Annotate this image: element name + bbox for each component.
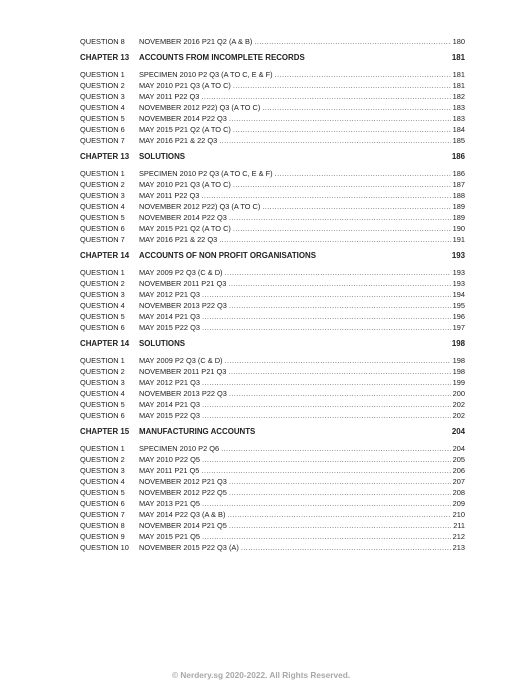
question-label: QUESTION 5 [80,213,125,222]
dot-leader [233,80,451,91]
toc-entry[interactable] [80,234,465,245]
dot-leader [233,124,451,135]
entry-title: MAY 2010 P21 Q3 (A TO C) [139,180,231,189]
dot-leader [229,300,451,311]
question-label: QUESTION 5 [80,114,125,123]
entry-title: SPECIMEN 2010 P2 Q3 (A TO C, E & F) [139,169,273,178]
question-label: QUESTION 9 [80,532,125,541]
toc-entry[interactable] [80,289,465,300]
toc-entry[interactable] [80,190,465,201]
dot-leader [202,498,451,509]
toc-entry[interactable] [80,168,465,179]
entry-title: NOVEMBER 2012 P21 Q3 [139,477,227,486]
dot-leader [201,465,450,476]
page-number: 188 [452,191,465,200]
entry-title: SPECIMEN 2010 P2 Q6 [139,444,220,453]
page-number: 181 [451,53,465,62]
toc-entry[interactable] [80,124,465,135]
toc-entry[interactable] [80,520,465,531]
page-number: 189 [452,202,465,211]
entry-title: NOVEMBER 2012 P22) Q3 (A TO C) [139,202,261,211]
entry-title: MAY 2012 P21 Q3 [139,290,200,299]
toc-section [80,338,465,421]
entry-title: MAY 2014 P21 Q3 [139,312,200,321]
entry-title: SPECIMEN 2010 P2 Q3 (A TO C, E & F) [139,70,273,79]
page-number: 187 [452,180,465,189]
page-number: 208 [452,488,465,497]
question-label: QUESTION 2 [80,180,125,189]
page-number: 202 [452,411,465,420]
entry-title: MAY 2013 P21 Q5 [139,499,200,508]
page-number: 193 [452,279,465,288]
dot-leader [275,69,451,80]
entry-title: MAY 2015 P22 Q3 [139,411,200,420]
chapter-title: ACCOUNTS FROM INCOMPLETE RECORDS [139,53,305,62]
question-label: QUESTION 4 [80,202,125,211]
toc-entry[interactable] [80,542,465,553]
entry-title: NOVEMBER 2012 P22 Q5 [139,488,227,497]
dot-leader [241,542,451,553]
toc-entry[interactable] [80,487,465,498]
toc-entry[interactable] [80,366,465,377]
entry-title: NOVEMBER 2016 P21 Q2 (A & B) [139,37,253,46]
question-label: QUESTION 6 [80,499,125,508]
page-number: 182 [452,92,465,101]
chapter-title: SOLUTIONS [139,152,186,161]
toc-entry[interactable] [80,102,465,113]
entry-title: MAY 2016 P21 & 22 Q3 [139,235,218,244]
question-label: QUESTION 5 [80,400,125,409]
entry-title: NOVEMBER 2014 P21 Q5 [139,521,227,530]
dot-leader [225,355,451,366]
dot-leader [202,399,451,410]
entry-title: MAY 2011 P21 Q5 [139,466,200,475]
chapter-heading[interactable] [80,52,465,63]
toc-entry[interactable] [80,267,465,278]
page-number: 189 [452,213,465,222]
entry-title: MAY 2015 P21 Q2 (A TO C) [139,125,231,134]
dot-leader [228,278,450,289]
entry-title: NOVEMBER 2014 P22 Q3 [139,213,227,222]
dot-leader [202,531,451,542]
question-label: QUESTION 7 [80,235,125,244]
entry-title: MAY 2011 P22 Q3 [139,92,200,101]
question-label: QUESTION 3 [80,290,125,299]
dot-leader [202,410,451,421]
question-label: QUESTION 6 [80,323,125,332]
dot-leader [202,311,451,322]
toc-entry[interactable] [80,465,465,476]
dot-leader [202,377,451,388]
entry-title: MAY 2010 P21 Q3 (A TO C) [139,81,231,90]
chapter-label: CHAPTER 13 [80,152,130,161]
toc-entry[interactable] [80,377,465,388]
toc-section [80,151,465,245]
page-number: 185 [452,136,465,145]
chapter-label: CHAPTER 14 [80,339,130,348]
toc-entry[interactable] [80,443,465,454]
page-number: 212 [452,532,465,541]
question-label: QUESTION 6 [80,125,125,134]
page-number: 204 [451,427,465,436]
page-number: 195 [452,301,465,310]
dot-leader [275,168,451,179]
toc-entry[interactable] [80,201,465,212]
page-number: 180 [452,37,465,46]
page-number: 183 [452,114,465,123]
dot-leader [229,476,451,487]
page-number: 205 [452,455,465,464]
question-label: QUESTION 5 [80,488,125,497]
entry-title: MAY 2015 P21 Q2 (A TO C) [139,224,231,233]
question-label: QUESTION 3 [80,92,125,101]
dot-leader [254,36,450,47]
chapter-label: CHAPTER 14 [80,251,130,260]
chapter-heading[interactable] [80,338,465,349]
page-number: 191 [452,235,465,244]
dot-leader [202,454,451,465]
question-label: QUESTION 6 [80,224,125,233]
page-number: 181 [452,70,465,79]
entry-title: NOVEMBER 2013 P22 Q3 [139,301,227,310]
toc-entry[interactable] [80,80,465,91]
toc-entry[interactable] [80,179,465,190]
copyright-footer: © Nerdery.sg 2020-2022. All Rights Reserved. [171,670,351,680]
dot-leader [229,487,451,498]
dot-leader [262,102,450,113]
question-label: QUESTION 3 [80,191,125,200]
question-label: QUESTION 8 [80,37,125,46]
dot-leader [201,190,450,201]
entry-title: MAY 2016 P21 & 22 Q3 [139,136,218,145]
toc-entry[interactable] [80,531,465,542]
chapter-label: CHAPTER 15 [80,427,130,436]
page-number: 210 [452,510,465,519]
page-number: 181 [452,81,465,90]
toc-entry[interactable] [80,212,465,223]
chapter-label: CHAPTER 13 [80,53,130,62]
page-number: 184 [452,125,465,134]
page-number: 183 [452,103,465,112]
dot-leader [219,234,450,245]
page-number: 198 [452,356,465,365]
page-number: 198 [451,339,465,348]
toc-entry[interactable] [80,113,465,124]
question-label: QUESTION 2 [80,279,125,288]
toc-entry[interactable] [80,476,465,487]
dot-leader [227,509,450,520]
toc-section [80,250,465,333]
question-label: QUESTION 5 [80,312,125,321]
page-number: 211 [453,521,465,530]
page-number: 186 [452,169,465,178]
question-label: QUESTION 8 [80,521,125,530]
toc-entry[interactable] [80,388,465,399]
page-number: 194 [452,290,465,299]
chapter-title: MANUFACTURING ACCOUNTS [139,427,256,436]
entry-title: NOVEMBER 2011 P21 Q3 [139,279,227,288]
dot-leader [229,520,451,531]
chapter-title: SOLUTIONS [139,339,186,348]
question-label: QUESTION 1 [80,268,125,277]
entry-title: MAY 2009 P2 Q3 (C & D) [139,268,223,277]
question-label: QUESTION 1 [80,356,125,365]
toc-entry[interactable] [80,91,465,102]
page-number: 200 [452,389,465,398]
page-number: 190 [452,224,465,233]
question-label: QUESTION 2 [80,455,125,464]
toc-section [80,36,465,47]
page-number: 199 [452,378,465,387]
page-number: 198 [452,367,465,376]
toc-entry[interactable] [80,69,465,80]
question-label: QUESTION 4 [80,103,125,112]
entry-title: MAY 2014 P21 Q3 [139,400,200,409]
entry-title: NOVEMBER 2012 P22) Q3 (A TO C) [139,103,261,112]
toc-entry[interactable] [80,509,465,520]
question-label: QUESTION 6 [80,411,125,420]
page-number: 193 [452,268,465,277]
page-number: 197 [452,323,465,332]
chapter-heading[interactable] [80,151,465,162]
page-number: 206 [452,466,465,475]
question-label: QUESTION 4 [80,477,125,486]
toc-entry[interactable] [80,36,465,47]
dot-leader [229,388,451,399]
question-label: QUESTION 2 [80,367,125,376]
dot-leader [233,223,451,234]
question-label: QUESTION 7 [80,510,125,519]
question-label: QUESTION 1 [80,169,125,178]
question-label: QUESTION 10 [80,543,129,552]
dot-leader [202,322,451,333]
table-of-contents [80,36,465,553]
question-label: QUESTION 4 [80,389,125,398]
toc-entry[interactable] [80,223,465,234]
toc-entry[interactable] [80,355,465,366]
question-label: QUESTION 2 [80,81,125,90]
chapter-title: ACCOUNTS OF NON PROFIT ORGANISATIONS [139,251,316,260]
toc-section [80,426,465,553]
entry-title: NOVEMBER 2013 P22 Q3 [139,389,227,398]
entry-title: MAY 2015 P21 Q5 [139,532,200,541]
dot-leader [201,91,450,102]
toc-entry[interactable] [80,135,465,146]
entry-title: MAY 2015 P22 Q3 [139,323,200,332]
question-label: QUESTION 1 [80,444,125,453]
entry-title: MAY 2014 P22 Q3 (A & B) [139,510,226,519]
dot-leader [233,179,451,190]
toc-entry[interactable] [80,322,465,333]
page-number: 202 [452,400,465,409]
toc-entry[interactable] [80,300,465,311]
toc-section [80,52,465,146]
toc-entry[interactable] [80,410,465,421]
question-label: QUESTION 1 [80,70,125,79]
entry-title: MAY 2012 P21 Q3 [139,378,200,387]
dot-leader [229,113,451,124]
page-number: 213 [452,543,465,552]
dot-leader [202,289,451,300]
chapter-heading[interactable] [80,426,465,437]
entry-title: MAY 2010 P22 Q5 [139,455,200,464]
page-number: 209 [452,499,465,508]
page-number: 207 [452,477,465,486]
toc-entry[interactable] [80,278,465,289]
dot-leader [221,443,451,454]
question-label: QUESTION 3 [80,466,125,475]
dot-leader [225,267,451,278]
entry-title: NOVEMBER 2014 P22 Q3 [139,114,227,123]
dot-leader [228,366,450,377]
entry-title: NOVEMBER 2015 P22 Q3 (A) [139,543,239,552]
entry-title: MAY 2009 P2 Q3 (C & D) [139,356,223,365]
entry-title: MAY 2011 P22 Q3 [139,191,200,200]
toc-entry[interactable] [80,454,465,465]
question-label: QUESTION 3 [80,378,125,387]
page-number: 186 [451,152,465,161]
toc-entry[interactable] [80,399,465,410]
toc-entry[interactable] [80,311,465,322]
page-number: 193 [451,251,465,260]
dot-leader [219,135,450,146]
dot-leader [262,201,450,212]
page-number: 196 [452,312,465,321]
toc-entry[interactable] [80,498,465,509]
question-label: QUESTION 4 [80,301,125,310]
dot-leader [229,212,451,223]
page-number: 204 [452,444,465,453]
question-label: QUESTION 7 [80,136,125,145]
entry-title: NOVEMBER 2011 P21 Q3 [139,367,227,376]
chapter-heading[interactable] [80,250,465,261]
